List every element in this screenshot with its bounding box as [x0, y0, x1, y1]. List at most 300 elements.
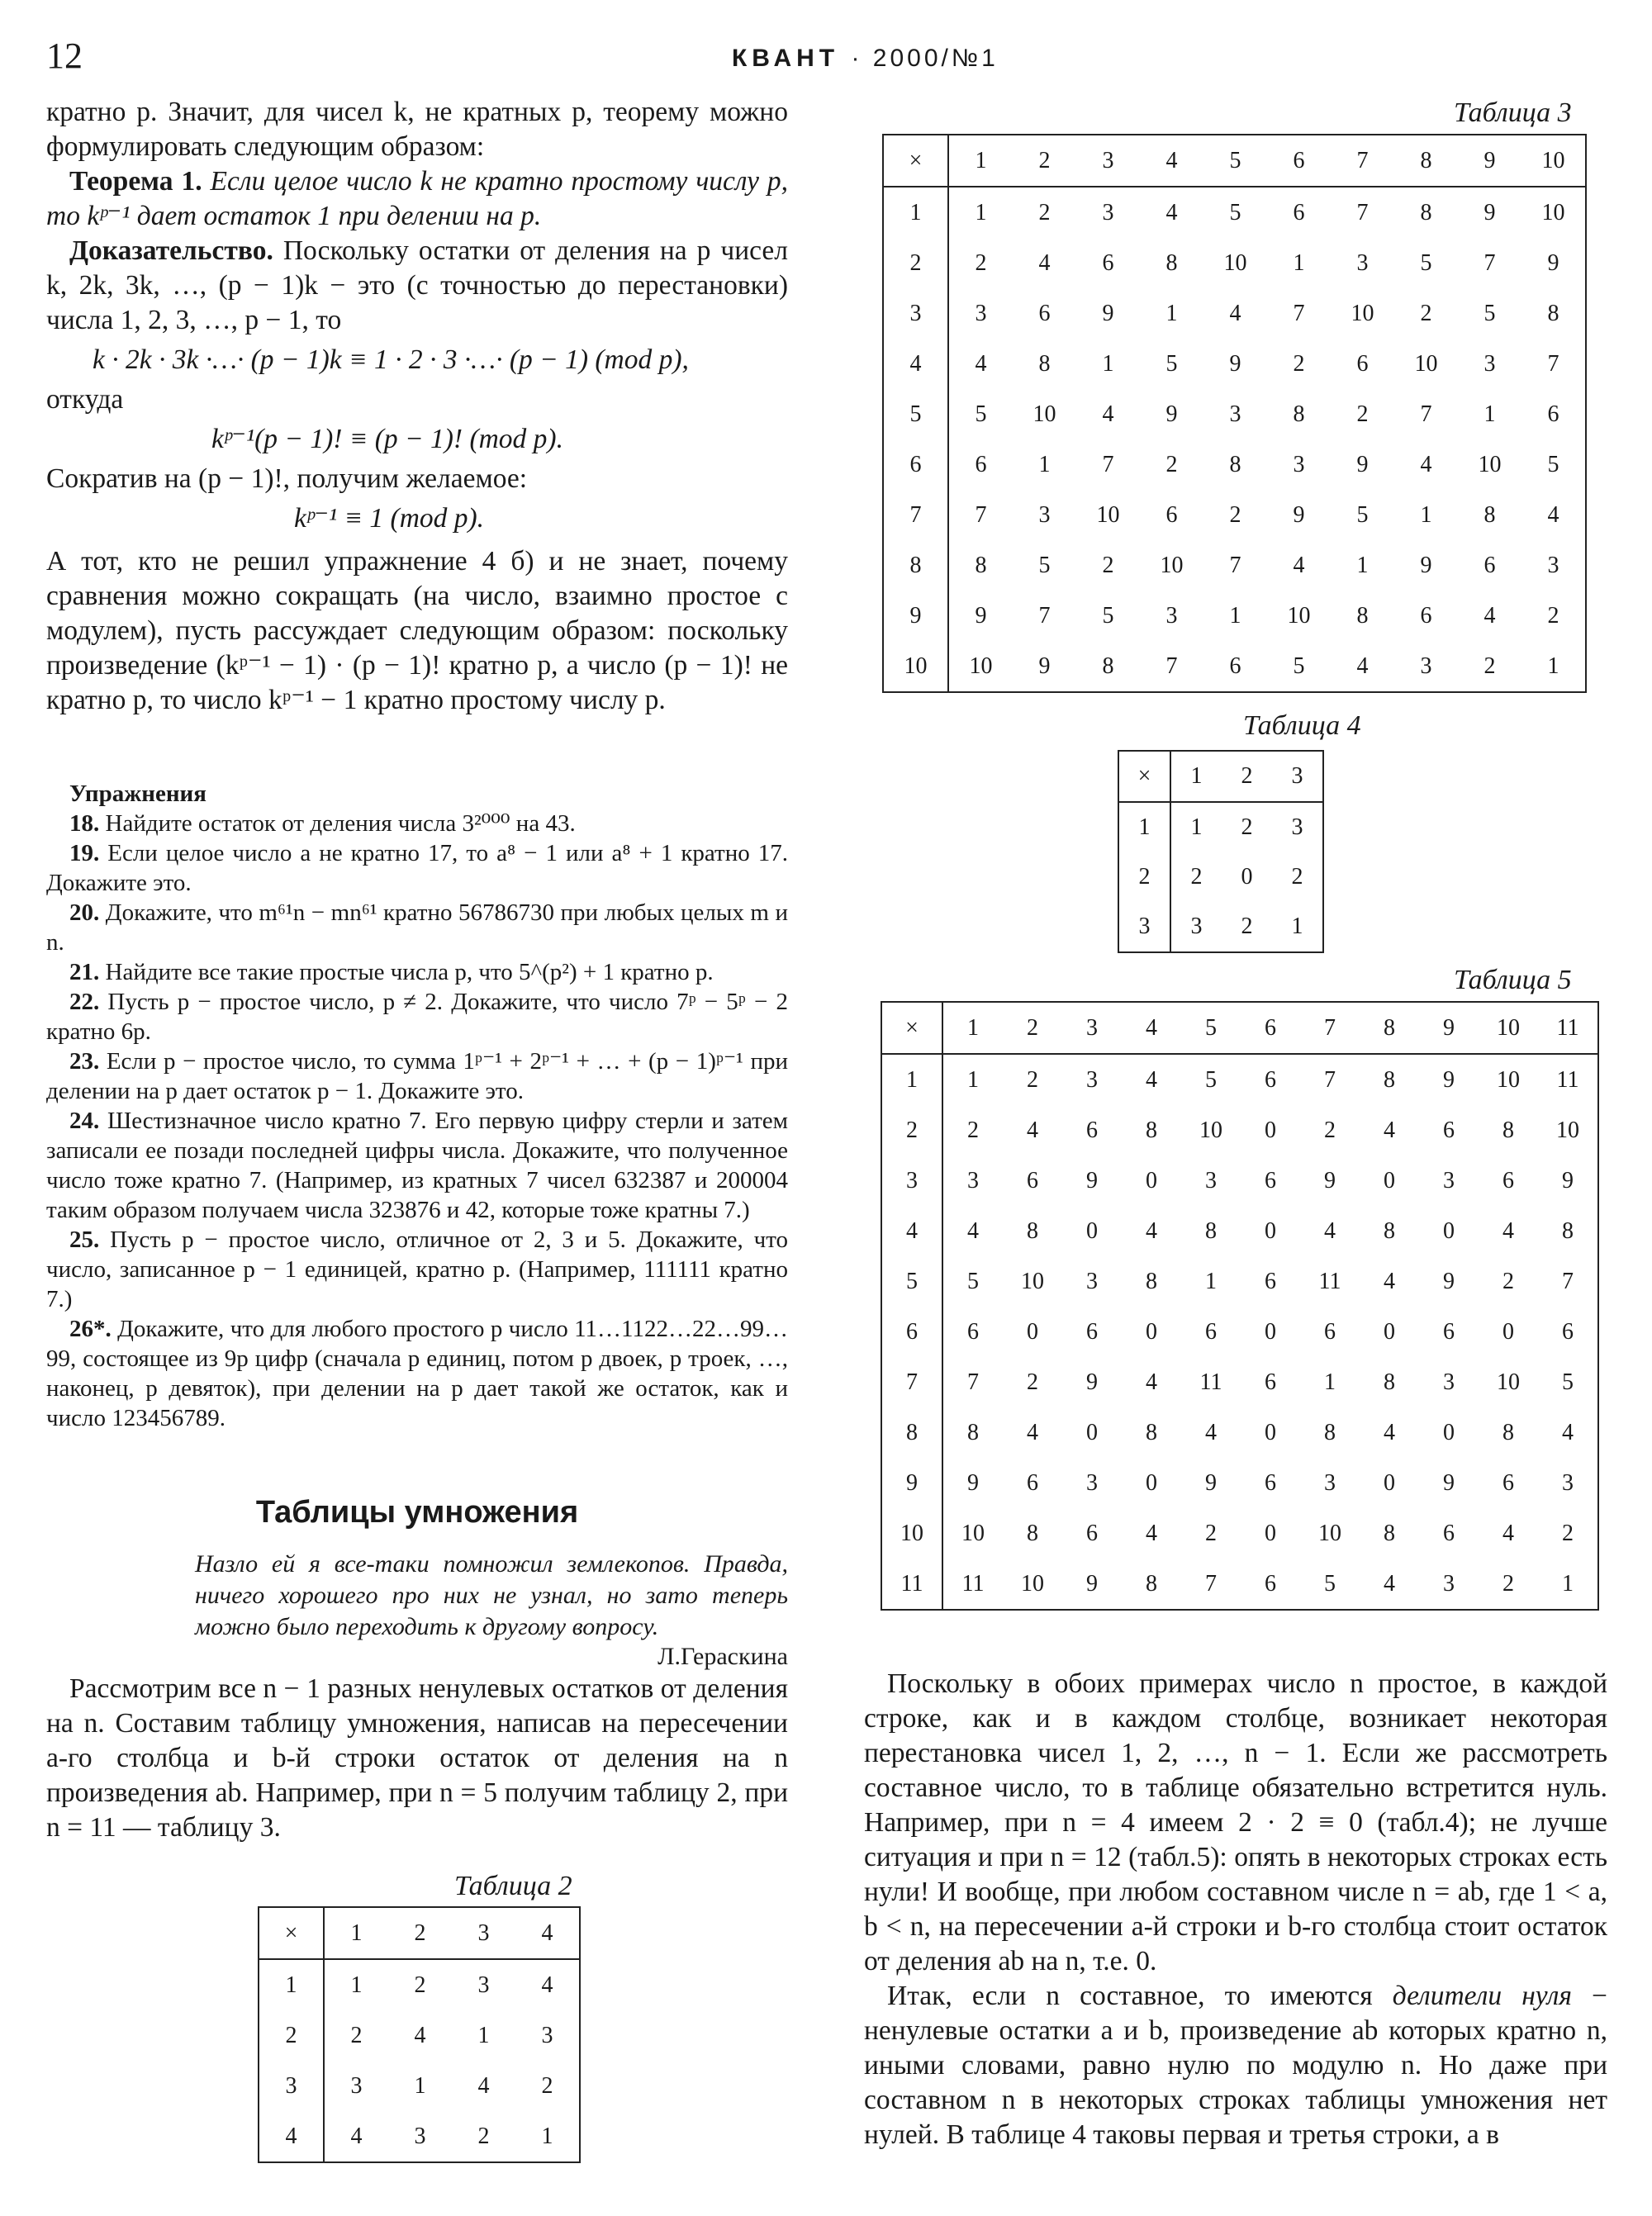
paragraph-intro: кратно p. Значит, для чисел k, не кратных p, теорему можно формулировать следующим образом: [46, 97, 788, 162]
running-head [46, 35, 1616, 84]
column-header: 2 [1222, 751, 1272, 802]
table-cell: 2 [1241, 913, 1253, 939]
table-cell: 11 [1199, 1369, 1222, 1395]
table-cell: 10 [1223, 249, 1247, 276]
table-cell: 6 [1324, 1318, 1336, 1345]
table-cell: 9 [1443, 1268, 1455, 1294]
table-cell: 8 [1384, 1217, 1395, 1244]
exercise-text: Докажите, что для любого простого p число 11…1122…22…99…99, состоящее из 9p цифр (сначала p единиц, потом p двоек, p троек, …, наконец, p девяток), при делении на p дает такой же остаток, как и число 123456789. [46, 1316, 788, 1431]
table-cell: 4 [1483, 602, 1496, 629]
times-sign: × [1118, 751, 1170, 802]
table-cell: 7 [967, 1369, 979, 1395]
table-cell: 9 [1293, 501, 1305, 528]
row-header: 6 [883, 439, 948, 490]
table-cell: 6 [1265, 1570, 1276, 1597]
table-cell: 8 [1146, 1268, 1157, 1294]
column-header: 1 [948, 135, 1013, 187]
table-cell: 8 [1027, 1520, 1038, 1546]
table-cell: 4 [414, 2022, 426, 2048]
table4 [1118, 750, 1324, 953]
row-header: 3 [881, 1155, 942, 1206]
exercise-item [46, 1314, 788, 1433]
table-cell: 7 [1483, 249, 1496, 276]
table-row [883, 339, 1586, 389]
table-cell: 6 [1443, 1318, 1455, 1345]
table-cell: 6 [1547, 401, 1559, 427]
table-cell: 9 [1324, 1167, 1336, 1193]
table-cell: 1 [477, 2022, 490, 2048]
table-cell: 2 [477, 2123, 490, 2149]
table-cell: 8 [1384, 1369, 1395, 1395]
table-cell: 9 [1086, 1570, 1098, 1597]
table-cell: 4 [1502, 1217, 1514, 1244]
row-header: 1 [881, 1054, 942, 1105]
exercise-list [46, 809, 788, 1433]
epigraph-text: Назло ей я все-таки помножил землекопов. Правда, ничего хорошего про них не узнал, но зато теперь можно было переходить к другому вопросу. [195, 1550, 788, 1640]
table-cell: 9 [1443, 1469, 1455, 1496]
table-row [259, 2010, 580, 2061]
table-cell: 0 [1502, 1318, 1514, 1345]
table-cell: 4 [1027, 1117, 1038, 1143]
table-header-row [883, 135, 1586, 187]
table-cell: 4 [1562, 1419, 1574, 1445]
table-cell: 10 [1556, 1117, 1579, 1143]
table-cell: 7 [1293, 300, 1305, 326]
table-cell: 2 [1420, 300, 1432, 326]
table-cell: 2 [1356, 401, 1369, 427]
table-cell: 4 [477, 2072, 490, 2099]
right-column-text [864, 1667, 1607, 2152]
table-cell: 8 [1027, 1217, 1038, 1244]
table-cell: 10 [1021, 1268, 1044, 1294]
table-cell: 10 [961, 1520, 985, 1546]
column-header: 6 [1267, 135, 1331, 187]
table-cell: 4 [1146, 1369, 1157, 1395]
table-cell: 3 [1229, 401, 1241, 427]
table-cell: 0 [1265, 1318, 1276, 1345]
table-cell: 10 [1497, 1066, 1520, 1093]
theorem-label: Теорема 1. [69, 166, 202, 197]
cancel-text: Сократив на (p − 1)!, получим желаемое: [46, 463, 528, 494]
table-cell: 9 [1420, 552, 1432, 578]
table-cell: 0 [1086, 1217, 1098, 1244]
column-header: 4 [1140, 135, 1203, 187]
table-cell: 9 [1229, 350, 1241, 377]
exercise-number: 21. [69, 959, 100, 985]
table-cell: 2 [1293, 350, 1305, 377]
table-cell: 6 [1265, 1066, 1276, 1093]
table-cell: 5 [1229, 199, 1241, 225]
exercise-text: Найдите остаток от деления числа 3²⁰⁰⁰ на 43. [99, 810, 576, 837]
column-header: 3 [1076, 135, 1140, 187]
table-cell: 1 [1420, 501, 1432, 528]
table-cell: 2 [967, 1117, 979, 1143]
column-header: 8 [1360, 1002, 1419, 1054]
table-cell: 6 [1265, 1268, 1276, 1294]
table-cell: 8 [1205, 1217, 1217, 1244]
table-cell: 6 [1205, 1318, 1217, 1345]
table-row [883, 389, 1586, 439]
table-cell: 5 [1562, 1369, 1574, 1395]
table-cell: 6 [1265, 1167, 1276, 1193]
table-cell: 11 [961, 1570, 985, 1597]
intro-paragraph: Рассмотрим все n − 1 разных ненулевых остатков от деления на n. Составим таблицу умножения, написав на пересечении a-го столбца и b-й строки остаток от деления на n произведения ab. Например, при n = 5 получим таблицу 2, при n = 11 — таблицу 3. [46, 1673, 788, 1843]
row-header: 5 [883, 389, 948, 439]
exercise-number: 24. [69, 1108, 100, 1134]
table-cell: 10 [1351, 300, 1374, 326]
table-cell: 7 [975, 501, 987, 528]
table-cell: 4 [1205, 1419, 1217, 1445]
table-cell: 6 [1265, 1369, 1276, 1395]
table-cell: 2 [1027, 1066, 1038, 1093]
formula-1: k · 2k · 3k ·…· (p − 1)k ≡ 1 · 2 · 3 ·…· (p − 1) (mod p), [93, 344, 689, 375]
table-cell: 1 [975, 199, 987, 225]
table-cell: 9 [1205, 1469, 1217, 1496]
table-cell: 5 [1420, 249, 1432, 276]
table-cell: 3 [1086, 1268, 1098, 1294]
table-cell: 6 [1027, 1469, 1038, 1496]
table-header-row [259, 1907, 580, 1959]
column-header: 2 [1003, 1002, 1062, 1054]
table-cell: 2 [1205, 1520, 1217, 1546]
table-cell: 6 [1165, 501, 1178, 528]
table-cell: 8 [1483, 501, 1496, 528]
table-cell: 3 [414, 2123, 426, 2149]
journal-name: КВАНТ [732, 45, 840, 72]
table-cell: 1 [1102, 350, 1114, 377]
table-cell: 5 [1205, 1066, 1217, 1093]
table-cell: 0 [1265, 1520, 1276, 1546]
table-cell: 1 [1205, 1268, 1217, 1294]
table-cell: 0 [1384, 1469, 1395, 1496]
column-header: 3 [452, 1907, 515, 1959]
table-cell: 2 [1291, 864, 1303, 890]
table-cell: 9 [1038, 652, 1051, 679]
table-cell: 6 [1420, 602, 1432, 629]
page-number: 12 [46, 36, 83, 76]
table-cell: 4 [1384, 1570, 1395, 1597]
table-cell: 2 [1190, 864, 1203, 890]
table-cell: 4 [1384, 1419, 1395, 1445]
table-cell: 4 [1384, 1117, 1395, 1143]
table-cell: 9 [1086, 1369, 1098, 1395]
row-header: 8 [883, 540, 948, 591]
table4-caption: Таблица 4 [1243, 710, 1361, 741]
exercise-item [46, 838, 788, 898]
table-cell: 2 [414, 1972, 426, 1998]
table-cell: 2 [1102, 552, 1114, 578]
table-cell: 0 [1146, 1318, 1157, 1345]
table-cell: 4 [1324, 1217, 1336, 1244]
table-cell: 4 [1038, 249, 1051, 276]
row-header: 6 [881, 1307, 942, 1357]
table-cell: 1 [541, 2123, 553, 2149]
row-header: 1 [1118, 802, 1170, 852]
p2-end: − ненулевые остатки a и b, произведение ab которых кратно n, иными словами, равно нулю по модулю n. Но даже при составном n в некоторых строках таблицы умножения нет нулей. В таблице 4 таковы первая и третья строки, а в [864, 1981, 1607, 2150]
table-cell: 1 [1291, 913, 1303, 939]
epigraph-author: Л.Гераскина [657, 1643, 788, 1670]
table-cell: 6 [1443, 1117, 1455, 1143]
table-cell: 5 [1547, 451, 1559, 477]
row-header: 2 [1118, 852, 1170, 902]
table-cell: 6 [1356, 350, 1369, 377]
table-cell: 2 [1324, 1117, 1336, 1143]
table-cell: 4 [975, 350, 987, 377]
table-cell: 8 [1038, 350, 1051, 377]
column-header: 6 [1241, 1002, 1300, 1054]
table-cell: 1 [1356, 552, 1369, 578]
table-cell: 6 [1086, 1520, 1098, 1546]
table-cell: 7 [1562, 1268, 1574, 1294]
table-cell: 4 [1356, 652, 1369, 679]
table-cell: 8 [1324, 1419, 1336, 1445]
theorem-text: Если целое число k не кратно простому числу p, то kᵖ⁻¹ дает остаток 1 при делении на p. [46, 166, 789, 231]
row-header: 11 [881, 1559, 942, 1610]
table-cell: 1 [414, 2072, 426, 2099]
table-cell: 6 [1086, 1318, 1098, 1345]
table-row [881, 1458, 1598, 1508]
table-cell: 11 [1556, 1066, 1579, 1093]
table-cell: 0 [1146, 1469, 1157, 1496]
table-cell: 4 [541, 1972, 553, 1998]
table-cell: 3 [477, 1972, 490, 1998]
table-row [259, 2061, 580, 2111]
table-row [881, 1307, 1598, 1357]
table-cell: 9 [967, 1469, 979, 1496]
formula-3: kᵖ⁻¹ ≡ 1 (mod p). [294, 503, 485, 534]
column-header: 10 [1521, 135, 1586, 187]
paragraph-zero-divisors [864, 1979, 1607, 2152]
table-cell: 9 [1102, 300, 1114, 326]
table-cell: 3 [1038, 501, 1051, 528]
table-cell: 0 [1146, 1167, 1157, 1193]
table-cell: 7 [1547, 350, 1559, 377]
left-column-text [46, 95, 788, 718]
table-cell: 3 [1086, 1469, 1098, 1496]
table5 [881, 1001, 1599, 1611]
table-cell: 8 [1293, 401, 1305, 427]
row-header: 8 [881, 1407, 942, 1458]
column-header: 8 [1394, 135, 1458, 187]
table-cell: 8 [1165, 249, 1178, 276]
table-cell: 3 [1443, 1167, 1455, 1193]
exercise-text: Пусть p − простое число, p ≠ 2. Докажите, что число 7ᵖ − 5ᵖ − 2 кратно 6p. [46, 989, 788, 1045]
table-cell: 3 [350, 2072, 363, 2099]
table-cell: 3 [1291, 814, 1303, 840]
table-cell: 6 [1483, 552, 1496, 578]
table-cell: 7 [1205, 1570, 1217, 1597]
table-cell: 3 [1420, 652, 1432, 679]
table-row [881, 1508, 1598, 1559]
table-cell: 8 [967, 1419, 979, 1445]
column-header: 4 [515, 1907, 580, 1959]
table-cell: 8 [1502, 1117, 1514, 1143]
table-cell: 5 [1356, 501, 1369, 528]
proof-label: Доказательство. [69, 235, 273, 266]
exercise-item [46, 1225, 788, 1314]
table-cell: 10 [969, 652, 993, 679]
table-cell: 0 [1027, 1318, 1038, 1345]
table-row [883, 641, 1586, 692]
column-header: 5 [1203, 135, 1267, 187]
exercise-number: 20. [69, 899, 100, 926]
row-header: 1 [259, 1959, 324, 2010]
table-cell: 6 [1443, 1520, 1455, 1546]
table-cell: 8 [1502, 1419, 1514, 1445]
table-cell: 3 [541, 2022, 553, 2048]
table-cell: 2 [350, 2022, 363, 2048]
row-header: 10 [883, 641, 948, 692]
table-cell: 8 [1229, 451, 1241, 477]
table-row [1118, 802, 1323, 852]
column-header: 2 [1013, 135, 1076, 187]
table-cell: 1 [1547, 652, 1559, 679]
table-row [883, 591, 1586, 641]
table-cell: 2 [541, 2072, 553, 2099]
table-cell: 0 [1265, 1419, 1276, 1445]
table2-grid [258, 1906, 581, 2163]
table-cell: 2 [975, 249, 987, 276]
table-cell: 3 [1562, 1469, 1574, 1496]
section-intro [46, 1672, 788, 1845]
table2-caption: Таблица 2 [454, 1871, 572, 1901]
table-row [1118, 902, 1323, 952]
table-cell: 5 [1293, 652, 1305, 679]
table-cell: 6 [1502, 1469, 1514, 1496]
table-cell: 6 [1265, 1469, 1276, 1496]
table-cell: 6 [1293, 199, 1305, 225]
table-cell: 5 [1165, 350, 1178, 377]
table-cell: 2 [1027, 1369, 1038, 1395]
column-header: 1 [1170, 751, 1222, 802]
table-cell: 8 [1547, 300, 1559, 326]
table-row [881, 1054, 1598, 1105]
table-row [881, 1559, 1598, 1610]
table-cell: 1 [1190, 814, 1203, 840]
exercise-item [46, 809, 788, 838]
table-row [881, 1206, 1598, 1256]
table-cell: 7 [1038, 602, 1051, 629]
table-cell: 0 [1384, 1167, 1395, 1193]
table-cell: 9 [1562, 1167, 1574, 1193]
table-cell: 2 [1502, 1268, 1514, 1294]
table-cell: 8 [1146, 1117, 1157, 1143]
table-cell: 8 [975, 552, 987, 578]
exercise-item [46, 987, 788, 1046]
row-header: 3 [1118, 902, 1170, 952]
table-cell: 6 [1086, 1117, 1098, 1143]
table-cell: 7 [1356, 199, 1369, 225]
table-cell: 2 [1241, 814, 1253, 840]
column-header: 1 [942, 1002, 1003, 1054]
table-header-row [1118, 751, 1323, 802]
table-cell: 4 [1146, 1066, 1157, 1093]
paragraph-composite: Поскольку в обоих примерах число n простое, в каждой строке, как и в каждом столбце, возникает некоторая перестановка чисел 1, 2, …, n − 1. Если же рассмотреть составное число, то в таблице обязательно встретится нуль. Например, при n = 4 имеем 2 · 2 ≡ 0 (табл.4); не лучше ситуация и при n = 12 (табл.5): опять в некоторых строках есть нули! И вообще, при любом составном числе n = ab, где 1 < a, b < n, на пересечении a-й строки и b-го столбца стоит остаток от деления ab на n, т.е. 0. [864, 1668, 1607, 1976]
column-header: 9 [1419, 1002, 1479, 1054]
table-row [881, 1105, 1598, 1155]
exercise-text: Докажите, что m⁶¹n − mn⁶¹ кратно 56786730 при любых целых m и n. [46, 899, 788, 956]
table-cell: 3 [1483, 350, 1496, 377]
row-header: 2 [883, 238, 948, 288]
table-cell: 8 [1102, 652, 1114, 679]
proof [46, 234, 788, 338]
exercise-item [46, 957, 788, 987]
journal-issue: · 2000/№1 [851, 45, 999, 72]
table-cell: 7 [1420, 401, 1432, 427]
table-cell: 0 [1265, 1117, 1276, 1143]
table-row [883, 439, 1586, 490]
table-cell: 4 [1146, 1520, 1157, 1546]
column-header: 7 [1300, 1002, 1360, 1054]
table-cell: 6 [967, 1318, 979, 1345]
exercise-item [46, 1046, 788, 1106]
table-cell: 3 [1324, 1469, 1336, 1496]
p2-start: Итак, если n составное, то имеются [887, 1981, 1393, 2011]
row-header: 10 [881, 1508, 942, 1559]
journal-title [732, 45, 999, 73]
exercise-item [46, 898, 788, 957]
table-cell: 7 [1229, 552, 1241, 578]
table-cell: 4 [1293, 552, 1305, 578]
table-cell: 9 [1483, 199, 1496, 225]
table-cell: 9 [1165, 401, 1178, 427]
table-cell: 2 [1483, 652, 1496, 679]
table-cell: 10 [1032, 401, 1056, 427]
table-cell: 8 [1146, 1570, 1157, 1597]
table-cell: 10 [1318, 1520, 1341, 1546]
row-header: 3 [259, 2061, 324, 2111]
table-cell: 7 [1324, 1066, 1336, 1093]
exercise-number: 26*. [69, 1316, 112, 1342]
table-cell: 3 [1205, 1167, 1217, 1193]
table-header-row [881, 1002, 1598, 1054]
table-cell: 1 [1229, 602, 1241, 629]
table-cell: 10 [1199, 1117, 1222, 1143]
exercise-text: Шестизначное число кратно 7. Его первую цифру стерли и затем записали ее позади последней цифры числа. Докажите, что полученное число тоже кратно 7. (Например, из кратных 7 чисел 632387 и 200004 таким образом получаем числа 323876 и 42, которые тоже кратны 7.) [46, 1108, 788, 1223]
table-row [881, 1256, 1598, 1307]
table-cell: 0 [1265, 1217, 1276, 1244]
table-row [883, 187, 1586, 238]
column-header: 7 [1331, 135, 1394, 187]
table-cell: 10 [1021, 1570, 1044, 1597]
table-row [883, 288, 1586, 339]
proof-text: Поскольку остатки от деления на p чисел k, 2k, 3k, …, (p − 1)k − это (с точностью до перестановки) числа 1, 2, 3, …, p − 1, то [46, 235, 789, 335]
table-cell: 6 [1562, 1318, 1574, 1345]
exercise-number: 23. [69, 1048, 100, 1075]
table-cell: 8 [1384, 1066, 1395, 1093]
table-cell: 10 [1160, 552, 1184, 578]
row-header: 7 [883, 490, 948, 540]
section-title: Таблицы умножения [255, 1495, 579, 1530]
table-cell: 5 [975, 401, 987, 427]
table-cell: 5 [1038, 552, 1051, 578]
theorem [46, 164, 788, 234]
table-cell: 3 [1443, 1369, 1455, 1395]
table-cell: 2 [1562, 1520, 1574, 1546]
table-cell: 9 [1086, 1167, 1098, 1193]
epigraph-block [195, 1549, 788, 1671]
table-cell: 3 [1293, 451, 1305, 477]
table-cell: 10 [1541, 199, 1565, 225]
table-cell: 1 [1562, 1570, 1574, 1597]
exercise-text: Если p − простое число, то сумма 1ᵖ⁻¹ + 2ᵖ⁻¹ + … + (p − 1)ᵖ⁻¹ при делении на p дает остаток p − 1. Докажите это. [46, 1048, 788, 1104]
paragraph-reasoning: А тот, кто не решил упражнение 4 б) и не знает, почему сравнения можно сокращать (на число, взаимно простое с модулем), пусть рассуждает следующим образом: поскольку произведение (kᵖ⁻¹ − 1) · (p − 1)! кратно p, а число (p − 1)! не кратно p, то число kᵖ⁻¹ − 1 кратно простому числу p. [46, 546, 788, 715]
table-cell: 1 [1038, 451, 1051, 477]
table-cell: 8 [1146, 1419, 1157, 1445]
table-cell: 11 [1318, 1268, 1341, 1294]
exercise-item [46, 1106, 788, 1225]
table-cell: 4 [1502, 1520, 1514, 1546]
